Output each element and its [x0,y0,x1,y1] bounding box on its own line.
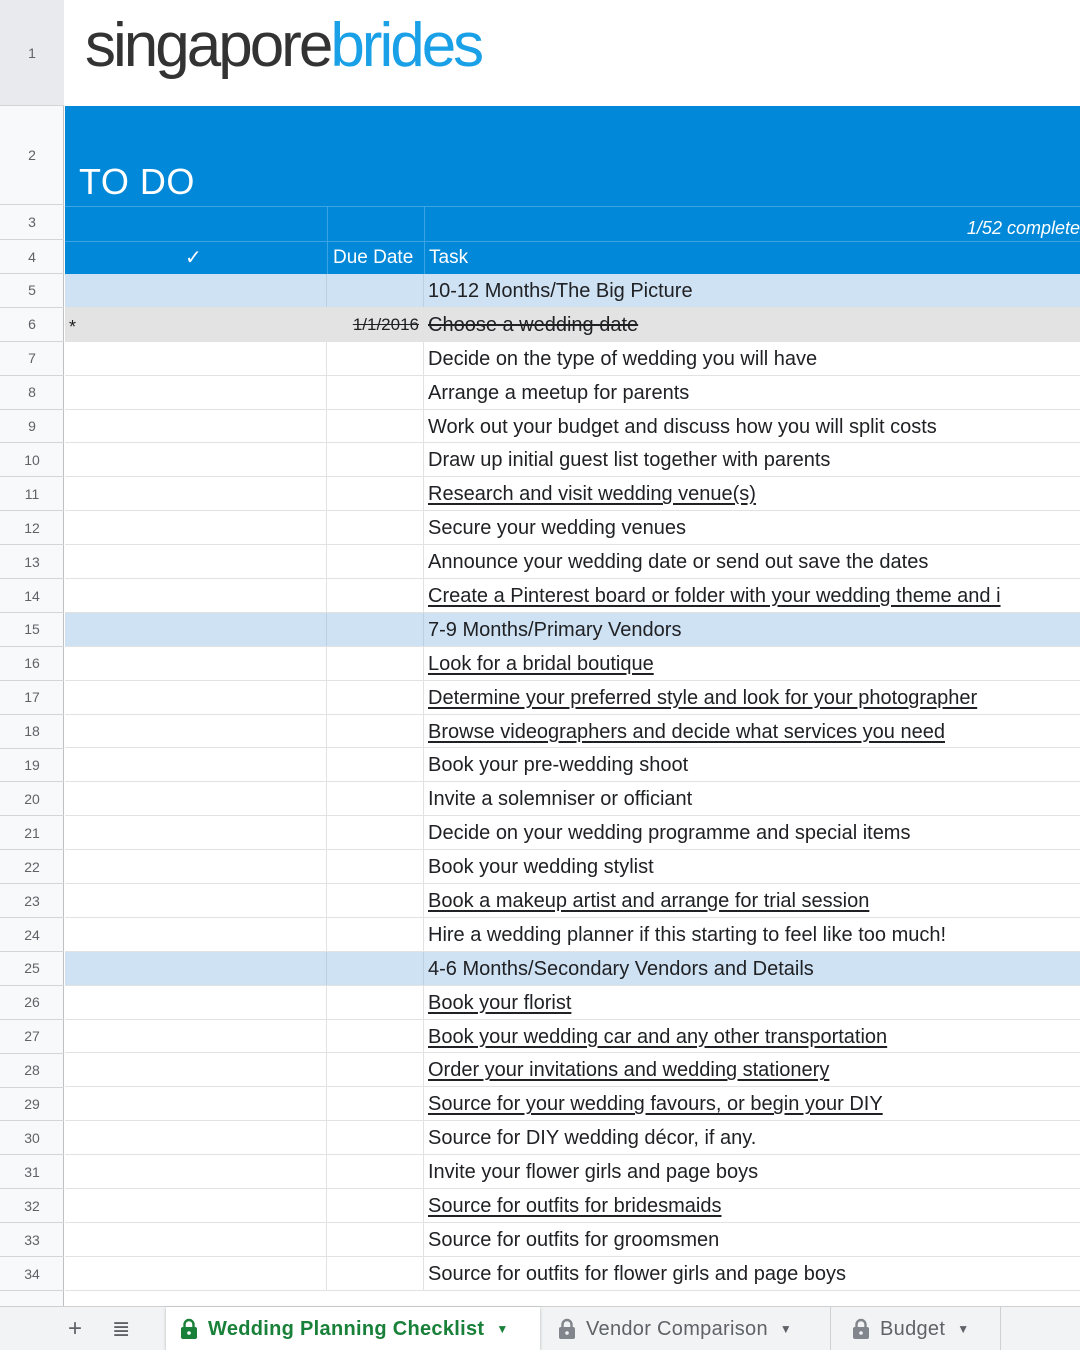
task-cell[interactable] [428,850,1080,883]
due-date-cell[interactable] [327,579,424,612]
task-cell[interactable] [428,511,1080,544]
task-link[interactable]: Book your florist [428,991,572,1014]
task-cell[interactable] [428,884,1080,917]
task-text: 4-6 Months/Secondary Vendors and Details [428,957,814,980]
tab-vendor-comparison[interactable] [544,1307,806,1350]
table-row[interactable] [65,579,1080,613]
tab-separator [830,1307,831,1350]
checkbox-cell[interactable] [65,511,327,544]
due-date-cell[interactable] [327,511,424,544]
table-row[interactable] [65,647,1080,681]
due-date-cell[interactable] [327,545,424,578]
task-text: Invite your flower girls and page boys [428,1161,759,1184]
row-number-gutter [0,0,64,1306]
task-link[interactable]: Research and visit wedding venue(s) [428,483,756,506]
row-number[interactable]: 21 [0,816,64,850]
table-row[interactable] [65,545,1080,579]
task-cell[interactable] [428,918,1080,951]
logo-area [65,0,1080,106]
due-date-cell[interactable] [327,1087,424,1120]
task-cell[interactable] [428,1155,1080,1188]
task-cell[interactable] [428,1189,1080,1222]
due-date-cell[interactable] [327,342,424,375]
task-cell[interactable] [428,376,1080,409]
table-row[interactable] [65,376,1080,410]
due-date-cell[interactable] [327,986,424,1019]
task-cell[interactable] [428,342,1080,375]
due-date-cell[interactable] [327,681,424,714]
row-number[interactable]: 28 [0,1054,64,1088]
row-number[interactable]: 16 [0,647,64,681]
completion-status: 1/52 complete [966,218,1080,238]
tab-budget[interactable] [838,1307,983,1350]
add-sheet-button[interactable]: + [68,1315,83,1342]
section-header-row[interactable] [65,274,1080,308]
due-date-column-header[interactable]: Due Date [333,247,414,268]
checkbox-cell[interactable] [65,274,327,307]
task-link[interactable]: Book your wedding car and any other transportation [428,1025,888,1048]
checkbox-cell[interactable] [65,918,327,951]
row-number[interactable]: 17 [0,681,64,715]
section-header-row[interactable] [65,952,1080,986]
row-number[interactable]: 29 [0,1088,64,1122]
checkbox-cell[interactable] [65,748,327,781]
checkbox-cell[interactable] [65,443,327,476]
checkbox-cell[interactable] [65,850,327,883]
checkbox-cell[interactable] [65,715,327,748]
table-row[interactable] [65,681,1080,715]
task-text: 7-9 Months/Primary Vendors [428,618,682,641]
task-link[interactable]: Browse videographers and decide what services you need [428,720,945,743]
due-date-cell[interactable] [327,443,424,476]
table-row[interactable] [65,1189,1080,1223]
logo-part-brides: brides [330,11,482,80]
due-date-cell[interactable] [327,1223,424,1256]
task-cell[interactable] [428,1257,1080,1290]
checkbox-cell[interactable] [65,1121,327,1154]
table-row[interactable] [65,308,1080,342]
task-text: Work out your budget and discuss how you will split costs [428,415,937,438]
checkbox-cell[interactable] [65,1257,327,1290]
all-sheets-menu-button[interactable]: ≣ [112,1316,131,1341]
due-date-cell[interactable] [327,376,424,409]
checkbox-cell[interactable] [65,376,327,409]
row-number[interactable]: 24 [0,918,64,952]
sheet-tab-bar [0,1306,1080,1350]
row-number[interactable]: 22 [0,850,64,884]
tab-label: Budget [880,1317,946,1340]
task-link[interactable]: Order your invitations and wedding stationery [428,1059,830,1082]
tab-label: Wedding Planning Checklist [208,1317,485,1340]
task-text: Arrange a meetup for parents [428,381,690,404]
row-number[interactable]: 13 [0,545,64,579]
logo-part-singapore: singapore [85,11,331,80]
row-number[interactable]: 5 [0,274,64,308]
row-number[interactable]: 10 [0,444,64,478]
checkbox-cell[interactable] [65,1155,327,1188]
task-text: Choose a wedding date [428,313,639,336]
checkmark-column-header[interactable]: ✓ [185,247,202,269]
task-cell[interactable] [428,715,1080,748]
row-number[interactable]: 26 [0,986,64,1020]
checkbox-cell[interactable] [65,681,327,714]
due-date-cell[interactable]: 1/1/2016 [327,308,424,341]
row-number[interactable]: 8 [0,376,64,410]
row-number[interactable]: 34 [0,1257,64,1291]
due-date-cell[interactable] [327,816,424,849]
row-number[interactable]: 18 [0,715,64,749]
task-cell[interactable] [428,782,1080,815]
task-cell[interactable] [428,1020,1080,1053]
task-text: Secure your wedding venues [428,517,686,540]
task-text: Book your pre-wedding shoot [428,754,689,777]
task-cell[interactable] [428,816,1080,849]
row-number[interactable]: 2 [0,106,64,205]
table-row[interactable] [65,1223,1080,1257]
table-row[interactable] [65,748,1080,782]
due-date-cell[interactable] [327,748,424,781]
task-text: Book your wedding stylist [428,856,654,879]
table-row[interactable] [65,986,1080,1020]
table-row[interactable] [65,816,1080,850]
checkbox-cell[interactable] [65,647,327,680]
row-number[interactable]: 14 [0,579,64,613]
row-number[interactable]: 4 [0,240,64,274]
task-link[interactable]: Determine your preferred style and look for your photographer [428,686,978,709]
chevron-down-icon[interactable]: ▼ [779,1322,793,1336]
section-title-cell[interactable] [428,952,1080,985]
row-number[interactable]: 9 [0,410,64,444]
table-row[interactable] [65,1020,1080,1054]
table-row[interactable] [65,715,1080,749]
task-cell[interactable] [428,1087,1080,1120]
section-header-row[interactable] [65,613,1080,647]
task-cell[interactable] [428,1223,1080,1256]
table-row[interactable] [65,782,1080,816]
task-text: Source for DIY wedding décor, if any. [428,1127,757,1150]
task-link[interactable]: Look for a bridal boutique [428,652,654,675]
row-number[interactable]: 25 [0,952,64,986]
task-cell[interactable] [428,579,1080,612]
checkbox-cell[interactable] [65,410,327,443]
table-row[interactable] [65,1121,1080,1155]
checkbox-cell[interactable]: * [65,308,327,341]
checkbox-cell[interactable] [65,545,327,578]
tab-wedding-planning-checklist[interactable] [166,1307,540,1350]
task-link[interactable]: Create a Pinterest board or folder with your wedding theme and i [428,585,1001,608]
checkbox-cell[interactable] [65,579,327,612]
due-date-cell[interactable] [327,1053,424,1086]
checkbox-cell[interactable] [65,782,327,815]
due-date-cell[interactable] [327,782,424,815]
table-row[interactable] [65,918,1080,952]
section-title-cell[interactable] [428,613,1080,646]
column-divider [424,206,425,274]
task-text: Draw up initial guest list together with parents [428,449,831,472]
row-number[interactable]: 12 [0,511,64,545]
header-banner [65,106,1080,274]
chevron-down-icon[interactable]: ▼ [496,1322,509,1336]
task-text: Source for outfits for groomsmen [428,1228,720,1251]
task-cell[interactable] [428,477,1080,510]
task-cell[interactable] [428,410,1080,443]
row-number[interactable]: 27 [0,1020,64,1054]
table-row[interactable] [65,1257,1080,1291]
row-number[interactable]: 3 [0,205,64,240]
row-number[interactable]: 20 [0,783,64,817]
table-row[interactable] [65,1087,1080,1121]
row-number[interactable]: 11 [0,477,64,511]
due-date-cell[interactable] [327,647,424,680]
task-text: Invite a solemniser or officiant [428,788,693,811]
row-number[interactable]: 15 [0,613,64,647]
row-number[interactable]: 1 [0,0,64,106]
task-column-header[interactable]: Task [429,247,469,268]
row-number[interactable]: 23 [0,884,64,918]
due-date-cell[interactable] [327,1121,424,1154]
task-text: Announce your wedding date or send out save the dates [428,551,929,574]
lock-icon [558,1318,576,1340]
task-text: 10-12 Months/The Big Picture [428,280,693,302]
table-row[interactable] [65,477,1080,511]
row-number[interactable]: 7 [0,342,64,376]
checkbox-cell[interactable] [65,1087,327,1120]
task-text: Decide on the type of wedding you will have [428,347,818,370]
table-row[interactable] [65,1155,1080,1189]
table-row[interactable] [65,410,1080,444]
task-cell[interactable] [428,545,1080,578]
task-text: Hire a wedding planner if this starting to feel like too much! [428,923,947,946]
lock-icon [852,1318,870,1340]
due-date-cell[interactable] [327,952,424,985]
task-cell[interactable] [428,748,1080,781]
tab-label: Vendor Comparison [586,1317,768,1340]
row-number[interactable]: 31 [0,1155,64,1189]
task-link[interactable]: Book a makeup artist and arrange for trial session [428,890,870,913]
tab-separator [1000,1307,1001,1350]
table-row[interactable] [65,1053,1080,1087]
due-date-cell[interactable] [327,918,424,951]
checkbox-cell[interactable] [65,1223,327,1256]
due-date-cell[interactable] [327,1189,424,1222]
due-date-cell[interactable] [327,613,424,646]
lock-icon [180,1318,198,1340]
table-row[interactable] [65,850,1080,884]
task-cell[interactable] [428,681,1080,714]
checkbox-cell[interactable] [65,816,327,849]
due-date-cell[interactable] [327,410,424,443]
due-date-cell[interactable] [327,1020,424,1053]
checkbox-cell[interactable] [65,1189,327,1222]
checkbox-cell[interactable] [65,613,327,646]
task-cell[interactable] [428,647,1080,680]
due-date-cell[interactable] [327,477,424,510]
checkbox-cell[interactable] [65,1053,327,1086]
page-title: TO DO [79,161,195,202]
due-date-cell[interactable] [327,274,424,307]
header-divider [65,206,1080,207]
table-row[interactable] [65,342,1080,376]
checkbox-cell[interactable] [65,1020,327,1053]
due-date-cell[interactable] [327,1155,424,1188]
task-cell[interactable] [428,1053,1080,1086]
checkbox-cell[interactable] [65,884,327,917]
due-date-cell[interactable] [327,884,424,917]
due-date-cell[interactable] [327,715,424,748]
checkbox-cell[interactable] [65,477,327,510]
row-number[interactable]: 33 [0,1223,64,1257]
due-date-cell[interactable] [327,1257,424,1290]
header-divider [65,241,1080,242]
column-divider [327,206,328,274]
table-row[interactable] [65,511,1080,545]
table-row[interactable] [65,443,1080,477]
task-cell[interactable] [428,308,1080,341]
due-date-cell[interactable] [327,850,424,883]
task-table [65,274,1080,1291]
row-number[interactable]: 19 [0,749,64,783]
checkbox-cell[interactable] [65,342,327,375]
task-text: Decide on your wedding programme and special items [428,822,911,845]
task-cell[interactable] [428,986,1080,1019]
task-cell[interactable] [428,1121,1080,1154]
checkbox-cell[interactable] [65,952,327,985]
chevron-down-icon[interactable]: ▼ [957,1322,970,1336]
table-row[interactable] [65,884,1080,918]
task-text: Source for outfits for flower girls and page boys [428,1262,846,1285]
singaporebrides-logo [85,6,481,86]
checkbox-cell[interactable] [65,986,327,1019]
task-link[interactable]: Source for outfits for bridesmaids [428,1195,722,1218]
task-link[interactable]: Source for your wedding favours, or begin your DIY [428,1093,883,1116]
task-cell[interactable] [428,443,1080,476]
section-title-cell[interactable] [428,274,1080,307]
row-number[interactable]: 30 [0,1122,64,1156]
row-number[interactable]: 6 [0,308,64,342]
row-number[interactable]: 32 [0,1189,64,1223]
